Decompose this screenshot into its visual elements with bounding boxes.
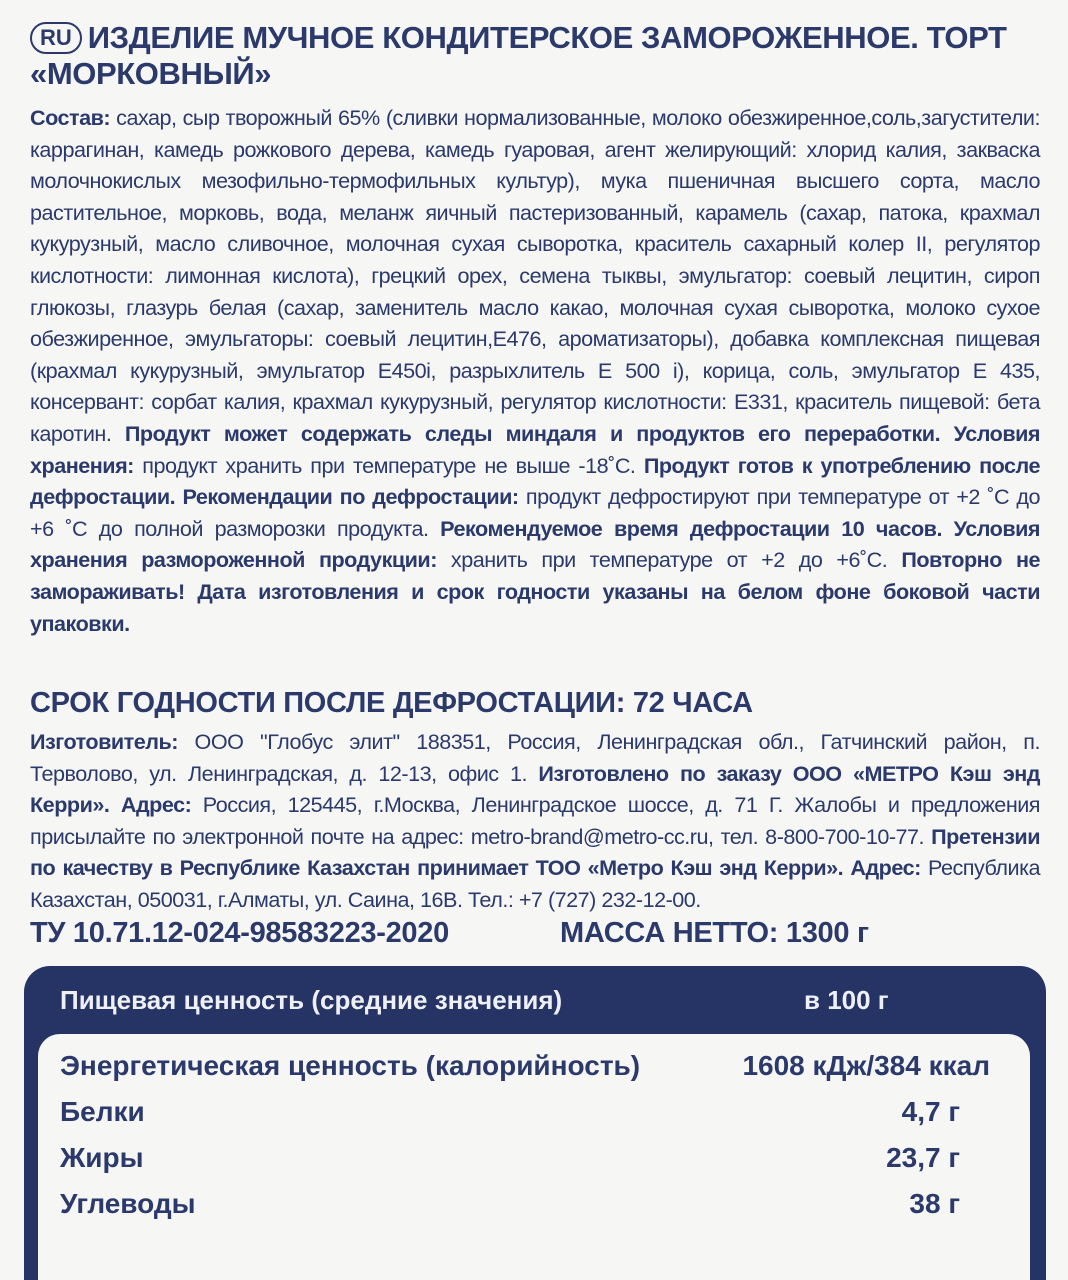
nutrition-value: 23,7 г xyxy=(886,1142,960,1173)
nutrition-value: 1608 кДж/384 ккал xyxy=(742,1050,990,1081)
nutrition-row-fat xyxy=(60,1134,1020,1182)
ready-note: Продукт готов к употреблению после дефростации. Рекомендации по дефростации: xyxy=(30,452,1040,510)
nutrition-row-carbs xyxy=(60,1180,1020,1228)
shelf-life: СРОК ГОДНОСТИ ПОСЛЕ ДЕФРОСТАЦИИ: 72 ЧАСА xyxy=(30,687,753,719)
nutrition-name: Жиры xyxy=(60,1142,144,1173)
nutrition-row-protein xyxy=(60,1088,1020,1136)
nutrition-row-energy xyxy=(60,1042,1020,1090)
address-text: Россия, 125445, г.Москва, Ленинградское шоссе, д. 71 Г. Жалобы и предложения присылайте по электронной почте на адрес: metro-brand@metro-cc.ru, тел. 8-800-700-10-77. xyxy=(30,792,1040,849)
order-label: Изготовлено по заказу ООО «МЕТРО Кэш энд Керри». xyxy=(30,760,1040,818)
thawed-storage-text: хранить при температуре от +2 до +6˚С. xyxy=(436,547,902,573)
nutrition-name: Энергетическая ценность (калорийность) xyxy=(60,1050,641,1081)
address-label: Адрес: xyxy=(109,792,192,818)
nutrition-header-title: Пищевая ценность (средние значения) xyxy=(60,985,563,1015)
manufacturer-text: ООО "Глобус элит" 188351, Россия, Ленинградская обл., Гатчинский район, п. Терволово, ул. Ленинградская, д. 12-13, офис 1. xyxy=(30,729,1040,786)
allergen-warning: Продукт может содержать следы миндаля и продуктов его переработки. xyxy=(124,420,941,446)
defrost-text: продукт дефростируют при температуре от +2 ˚С до +6 ˚С до полной разморозки продукта. xyxy=(30,484,1041,541)
storage-text: продукт хранить при температуре не выше -18˚С. xyxy=(133,452,644,478)
standard-code: ТУ 10.71.12-024-98583223-2020 xyxy=(30,917,449,949)
title-text: ИЗДЕЛИЕ МУЧНОЕ КОНДИТЕРСКОЕ ЗАМОРОЖЕННОЕ. ТОРТ «МОРКОВНЫЙ» xyxy=(30,20,1007,91)
nutrition-body xyxy=(38,1034,1030,1280)
nutrition-name: Белки xyxy=(60,1096,145,1127)
kz-address-text: Республика Казахстан, 050031, г.Алматы, ул. Саина, 16В. Тел.: +7 (727) 232-12-00. xyxy=(30,855,1040,912)
manufacturer-label: Изготовитель: xyxy=(30,729,178,754)
standard-mass-row xyxy=(30,914,1040,952)
defrost-time: Рекомендуемое время дефростации 10 часов. Условия хранения размороженной продукции: xyxy=(30,515,1040,573)
composition-ingredients: сахар, сыр творожный 65% (сливки нормализованные, молоко обезжиренное,соль,загустители: каррагинан, камедь рожкового дерева, камедь гуаровая, агент желирующий: хлорид калия, закваска молочнокислых мезофильно-термофильных культур), мука пшеничная высшего сорта, масло растительное, морковь, вода, меланж яичный пастеризованный, карамель (сахар, патока, крахмал кукурузный, масло сливочное, молочная сухая сыворотка, краситель сахарный колер II, регулятор кислотности: лимонная кислота), грецкий орех, семена тыквы, эмульгатор: соевый лецитин, сироп глюкозы, глазурь белая (сахар, заменитель масло какао, молочная сухая сыворотка, молоко сухое обезжиренное, эмульгаторы: соевый лецитин,Е476, ароматизаторы), добавка комплексная пищевая (крахмал кукурузный, эмульгатор Е450i, разрыхлитель Е 500 i), корица, соль, эмульгатор Е 435, консервант: сорбат калия, крахмал кукурузный, регулятор кислотности: Е331, краситель пищевой: бета каротин. xyxy=(30,105,1040,446)
nutrition-name: Углеводы xyxy=(60,1188,196,1219)
nutrition-value: 4,7 г xyxy=(901,1096,960,1127)
nutrition-header xyxy=(24,966,1046,1034)
final-note: Повторно не замораживать! Дата изготовления и срок годности указаны на белом фоне боковой части упаковки. xyxy=(30,547,1040,636)
manufacturer-info xyxy=(30,726,1040,916)
product-title xyxy=(30,20,1040,92)
nutrition-value: 38 г xyxy=(909,1188,960,1219)
composition-label: Состав: xyxy=(30,105,111,130)
storage-label: Условия хранения: xyxy=(30,420,1040,478)
nutrition-table xyxy=(24,966,1046,1280)
net-mass: МАССА НЕТТО: 1300 г xyxy=(560,917,869,949)
kz-claims-label: Претензии по качеству в Республике Казахстан принимает ТОО «Метро Кэш энд Керри». Адрес: xyxy=(30,823,1040,881)
language-badge: RU xyxy=(30,22,82,54)
nutrition-header-unit: в 100 г xyxy=(804,985,889,1015)
composition-text xyxy=(30,102,1040,639)
